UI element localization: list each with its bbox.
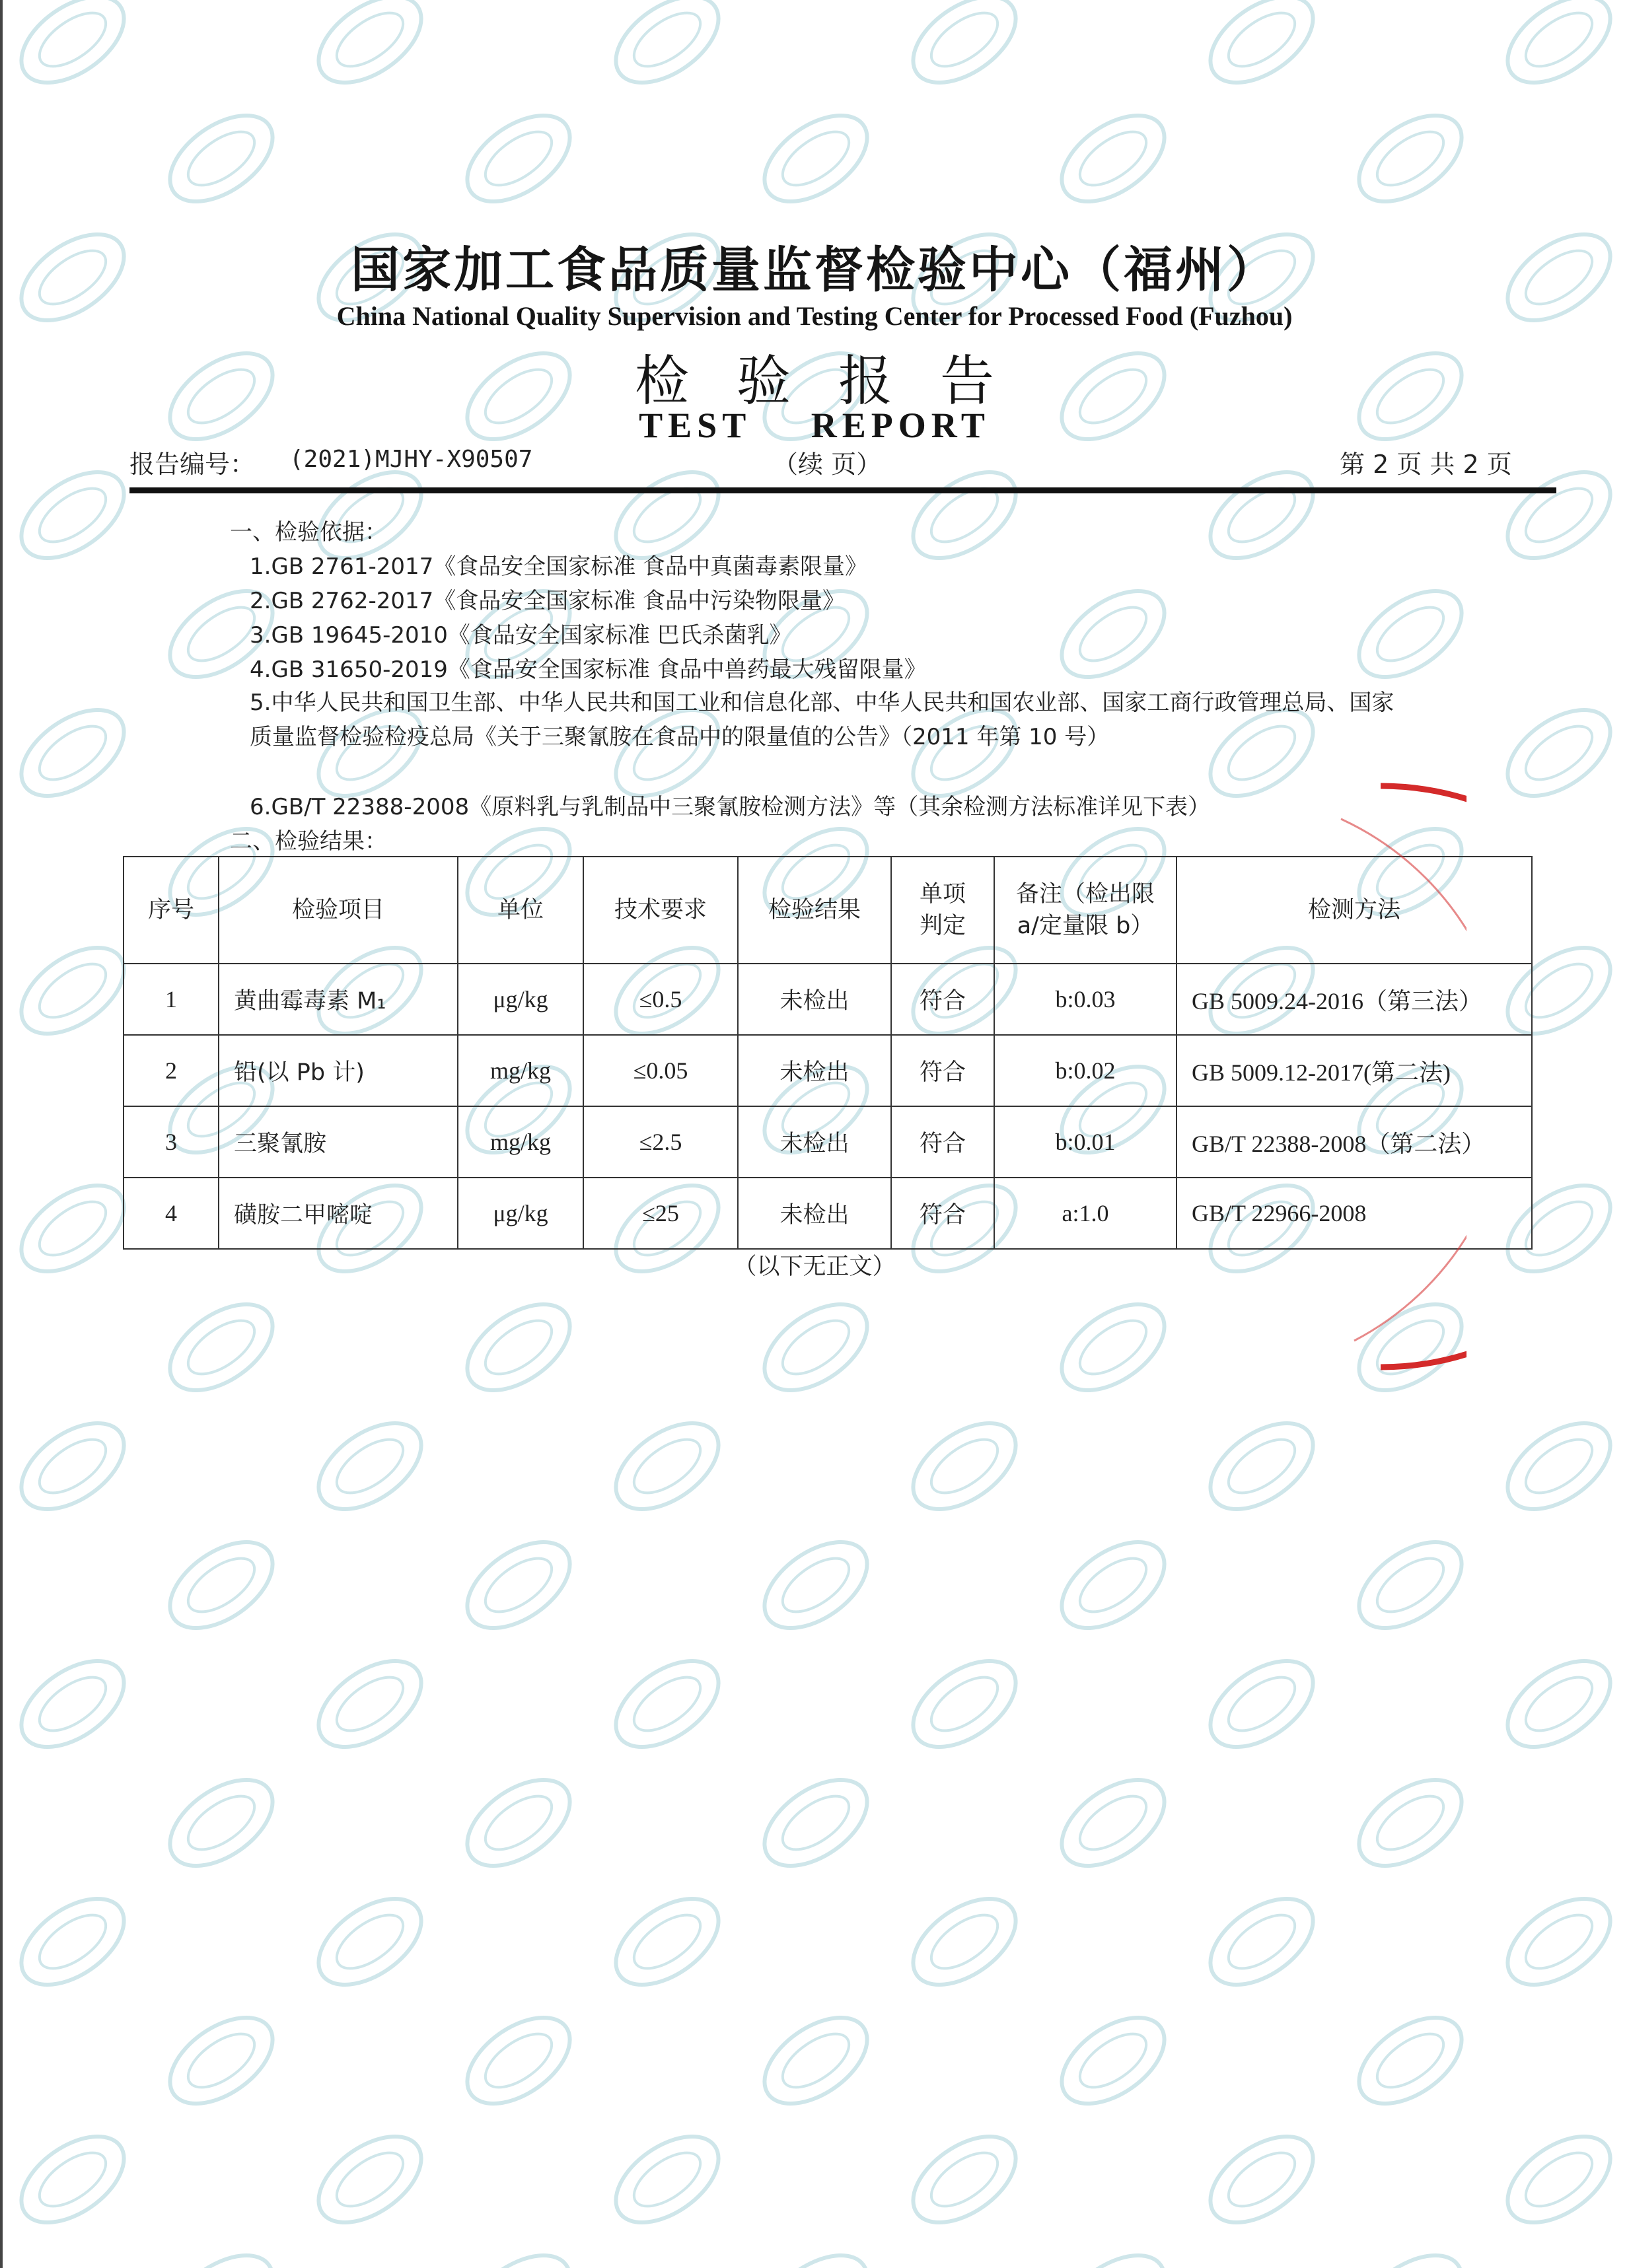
continued-page-label: （续 页）: [773, 450, 882, 479]
cell-judgement: 符合: [891, 1178, 994, 1249]
watermark-emblem: [600, 0, 734, 100]
basis-item: 1.GB 2761-2017《食品安全国家标准 食品中真菌毒素限量》: [250, 553, 868, 580]
watermark-emblem: [6, 1644, 139, 1765]
cell-note: a:1.0: [994, 1178, 1176, 1249]
column-header: 单项判定: [891, 857, 994, 964]
results-heading: 二、检验结果：: [230, 828, 387, 855]
end-of-text-note: （以下无正文）: [733, 1254, 896, 1280]
cell-result: 未检出: [738, 1106, 891, 1178]
cell-unit: mg/kg: [458, 1106, 583, 1178]
watermark-emblem: [6, 1406, 139, 1527]
cell-requirement: ≤0.05: [583, 1035, 738, 1106]
cell-requirement: ≤25: [583, 1178, 738, 1249]
basis-item: 4.GB 31650-2019《食品安全国家标准 食品中兽药最大残留限量》: [250, 656, 927, 683]
watermark-emblem: [749, 1763, 883, 1884]
watermark-emblem: [1046, 2001, 1180, 2121]
cell-note: b:0.02: [994, 1035, 1176, 1106]
cell-unit: mg/kg: [458, 1035, 583, 1106]
watermark-emblem: [600, 1882, 734, 2002]
watermark-emblem: [1046, 2238, 1180, 2268]
watermark-emblem: [898, 1644, 1031, 1765]
column-header: 检验项目: [219, 857, 458, 964]
watermark-emblem: [1046, 1287, 1180, 1408]
watermark-emblem: [6, 693, 139, 814]
watermark-emblem: [303, 1406, 437, 1527]
report-title-cn: 检验报告: [634, 350, 1042, 413]
watermark-emblem: [1195, 0, 1328, 100]
watermark-emblem: [155, 98, 288, 219]
official-seal-stamp: [1295, 779, 1466, 1374]
watermark-emblem: [1046, 574, 1180, 695]
column-header: 备注（检出限 a/定量限 b）: [994, 857, 1176, 964]
watermark-emblem: [1344, 1525, 1477, 1646]
basis-item: 5.中华人民共和国卫生部、中华人民共和国工业和信息化部、中华人民共和国农业部、国家工商行政管理总局、国家质量监督检验检疫总局《关于三聚氰胺在食品中的限量值的公告》（2011 年第 10 号）: [250, 690, 1394, 750]
watermark-emblem: [452, 1525, 585, 1646]
watermark-emblem: [898, 1882, 1031, 2002]
watermark-emblem: [898, 2119, 1031, 2240]
watermark-emblem: [749, 2001, 883, 2121]
watermark-emblem: [303, 1644, 437, 1765]
page-indicator: 第 2 页 共 2 页: [1340, 450, 1512, 479]
watermark-emblem: [898, 1406, 1031, 1527]
watermark-emblem: [452, 2001, 585, 2121]
watermark-emblem: [1195, 1882, 1328, 2002]
cell-note: b:0.01: [994, 1106, 1176, 1178]
cell-unit: μg/kg: [458, 1178, 583, 1249]
watermark-emblem: [6, 0, 139, 100]
watermark-emblem: [1492, 2119, 1626, 2240]
cell-no: 2: [124, 1035, 219, 1106]
watermark-emblem: [1195, 1644, 1328, 1765]
watermark-emblem: [1492, 455, 1626, 576]
cell-item: 铅(以 Pb 计): [219, 1035, 458, 1106]
watermark-emblem: [1344, 1763, 1477, 1884]
cell-item: 黄曲霉毒素 M₁: [219, 964, 458, 1035]
cell-judgement: 符合: [891, 1035, 994, 1106]
cell-note: b:0.03: [994, 964, 1176, 1035]
cell-no: 1: [124, 964, 219, 1035]
watermark-emblem: [600, 1406, 734, 1527]
header-rule: [129, 487, 1556, 493]
watermark-emblem: [6, 931, 139, 1051]
cell-method: GB/T 22388-2008（第二法）: [1176, 1106, 1532, 1178]
watermark-emblem: [155, 1525, 288, 1646]
center-title-en: China National Quality Supervision and Testing Center for Processed Food (Fuzhou): [336, 301, 1293, 331]
cell-requirement: ≤2.5: [583, 1106, 738, 1178]
watermark-emblem: [6, 455, 139, 576]
watermark-emblem: [1344, 574, 1477, 695]
cell-requirement: ≤0.5: [583, 964, 738, 1035]
watermark-emblem: [749, 2238, 883, 2268]
column-header: 单位: [458, 857, 583, 964]
cell-result: 未检出: [738, 1035, 891, 1106]
watermark-emblem: [303, 2119, 437, 2240]
watermark-emblem: [1344, 2238, 1477, 2268]
watermark-emblem: [1046, 1525, 1180, 1646]
basis-item: 2.GB 2762-2017《食品安全国家标准 食品中污染物限量》: [250, 588, 846, 614]
watermark-emblem: [452, 1287, 585, 1408]
watermark-emblem: [452, 98, 585, 219]
watermark-emblem: [1492, 1644, 1626, 1765]
watermark-emblem: [1492, 1406, 1626, 1527]
watermark-emblem: [749, 1525, 883, 1646]
cell-result: 未检出: [738, 964, 891, 1035]
center-title-cn: 国家加工食品质量监督检验中心（福州）: [351, 242, 1278, 299]
watermark-emblem: [749, 98, 883, 219]
watermark-emblem: [1195, 1406, 1328, 1527]
cell-method: GB 5009.24-2016（第三法）: [1176, 964, 1532, 1035]
watermark-emblem: [155, 2001, 288, 2121]
cell-judgement: 符合: [891, 964, 994, 1035]
report-title-en: TEST REPORT: [639, 406, 990, 445]
cell-method: GB/T 22966-2008: [1176, 1178, 1532, 1249]
watermark-emblem: [303, 1882, 437, 2002]
cell-unit: μg/kg: [458, 964, 583, 1035]
watermark-emblem: [155, 2238, 288, 2268]
watermark-emblem: [1492, 1882, 1626, 2002]
cell-result: 未检出: [738, 1178, 891, 1249]
basis-item: 6.GB/T 22388-2008《原料乳与乳制品中三聚氰胺检测方法》等（其余检测方法标准详见下表）: [250, 794, 1211, 820]
cell-item: 磺胺二甲嘧啶: [219, 1178, 458, 1249]
watermark-emblem: [749, 1287, 883, 1408]
watermark-emblem: [155, 1287, 288, 1408]
watermark-emblem: [1492, 693, 1626, 814]
watermark-emblem: [155, 1763, 288, 1884]
column-header: 检测方法: [1176, 857, 1532, 964]
watermark-emblem: [452, 1763, 585, 1884]
basis-item: 3.GB 19645-2010《食品安全国家标准 巴氏杀菌乳》: [250, 622, 792, 649]
watermark-emblem: [898, 455, 1031, 576]
watermark-emblem: [1046, 98, 1180, 219]
watermark-emblem: [1195, 2119, 1328, 2240]
cell-no: 4: [124, 1178, 219, 1249]
cell-item: 三聚氰胺: [219, 1106, 458, 1178]
watermark-emblem: [600, 2119, 734, 2240]
watermark-emblem: [303, 0, 437, 100]
watermark-emblem: [1344, 2001, 1477, 2121]
watermark-emblem: [6, 2119, 139, 2240]
report-number-label: 报告编号：: [129, 450, 256, 479]
watermark-emblem: [898, 0, 1031, 100]
report-number: (2021)MJHY-X90507: [289, 446, 533, 473]
cell-no: 3: [124, 1106, 219, 1178]
watermark-emblem: [1344, 98, 1477, 219]
watermark-emblem: [452, 2238, 585, 2268]
watermark-emblem: [600, 1644, 734, 1765]
basis-heading: 一、检验依据：: [230, 519, 387, 546]
cell-judgement: 符合: [891, 1106, 994, 1178]
column-header: 检验结果: [738, 857, 891, 964]
column-header: 序号: [124, 857, 219, 964]
watermark-emblem: [1195, 455, 1328, 576]
watermark-emblem: [1046, 1763, 1180, 1884]
watermark-emblem: [1492, 0, 1626, 100]
cell-method: GB 5009.12-2017(第二法): [1176, 1035, 1532, 1106]
column-header: 技术要求: [583, 857, 738, 964]
watermark-emblem: [6, 1882, 139, 2002]
